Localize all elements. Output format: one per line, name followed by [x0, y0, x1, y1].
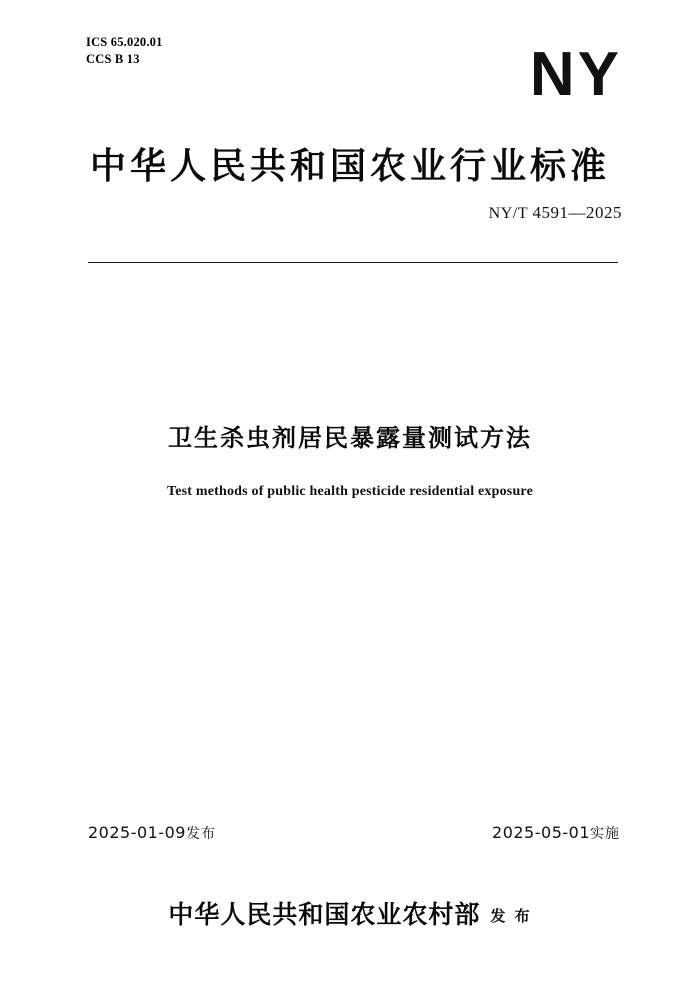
- ccs-code: CCS B 13: [86, 51, 140, 66]
- ics-code: ICS 65.020.01: [86, 35, 163, 49]
- publisher-verb: 发 布: [490, 907, 532, 925]
- effective-date-value: 2025-05-01: [492, 823, 590, 842]
- issue-date: [88, 823, 216, 843]
- issue-date-label: 发布: [185, 826, 216, 842]
- page-title: 中华人民共和国农业行业标准: [89, 146, 610, 187]
- ics-classification-block: [86, 34, 163, 68]
- document-title-english: Test methods of public health pesticide residential exposure: [166, 484, 534, 499]
- effective-date-label: 实施: [590, 826, 620, 842]
- horizontal-divider: [88, 262, 618, 263]
- ny-logo: NY: [529, 40, 622, 109]
- document-title-chinese: 卫生杀虫剂居民暴露量测试方法: [168, 424, 532, 452]
- standard-number-prefix: NY/T: [488, 205, 528, 222]
- publisher-organization: 中华人民共和国农业农村部: [168, 900, 481, 929]
- standard-number: [489, 202, 622, 223]
- issue-date-value: 2025-01-09: [88, 823, 186, 842]
- effective-date: [492, 823, 620, 843]
- publisher-line: [0, 895, 700, 931]
- standard-number-value: 4591—2025: [532, 203, 622, 222]
